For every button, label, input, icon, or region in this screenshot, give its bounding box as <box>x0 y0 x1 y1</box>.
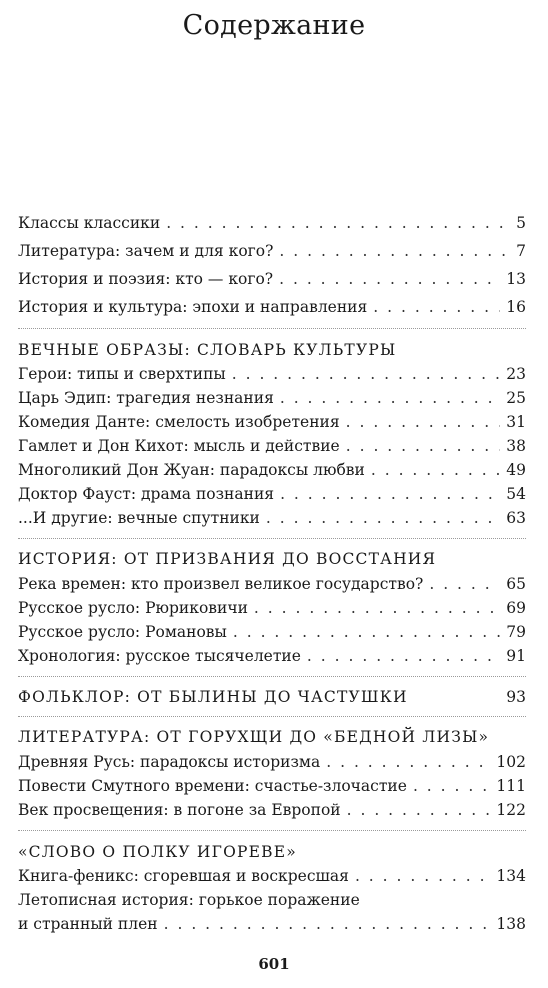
dot-leader <box>266 506 500 530</box>
toc-entry-page: 111 <box>496 777 526 795</box>
dot-leader <box>164 912 491 936</box>
section-heading-text: ИСТОРИЯ: ОТ ПРИЗВАНИЯ ДО ВОССТАНИЯ <box>18 550 437 568</box>
toc-entry-page: 102 <box>496 753 526 771</box>
section-heading-page: 93 <box>506 688 526 706</box>
toc-entry-page: 91 <box>506 647 526 665</box>
toc-entry-title: Литература: зачем и для кого? <box>18 242 274 260</box>
toc-entry-title: Классы классики <box>18 214 161 232</box>
toc-entry <box>18 239 526 263</box>
toc-entry-page: 54 <box>506 485 526 503</box>
toc-entry <box>18 572 526 596</box>
toc-entry-page: 5 <box>516 214 526 232</box>
dot-leader <box>429 572 500 596</box>
toc-entry-page: 134 <box>496 867 526 885</box>
toc-entry-page: 25 <box>506 389 526 407</box>
toc-entry-page: 63 <box>506 509 526 527</box>
page-title: Содержание <box>182 10 366 41</box>
toc-entry <box>18 644 526 668</box>
toc-entry <box>18 750 526 774</box>
dot-leader <box>279 267 500 291</box>
toc-entry-title-continued: и странный плен <box>18 915 158 933</box>
toc-entry <box>18 410 526 434</box>
toc-entry <box>18 267 526 291</box>
toc-entry <box>18 295 526 319</box>
toc-entry-title: История и культура: эпохи и направления <box>18 298 368 316</box>
section-divider <box>18 538 526 539</box>
dot-leader <box>413 774 490 798</box>
toc-entry-title: Век просвещения: в погоне за Европой <box>18 801 341 819</box>
toc-entry-page: 122 <box>496 801 526 819</box>
toc-entry <box>18 434 526 458</box>
toc-entry-title: Русское русло: Романовы <box>18 623 227 641</box>
dot-leader <box>279 239 510 263</box>
dot-leader <box>326 750 490 774</box>
toc-entry-title: Хронология: русское тысячелетие <box>18 647 301 665</box>
toc-entry <box>18 864 526 888</box>
toc-entry-page: 79 <box>506 623 526 641</box>
dot-leader <box>371 458 500 482</box>
toc-entry-page: 69 <box>506 599 526 617</box>
toc-entry-page: 49 <box>506 461 526 479</box>
toc-entry-page: 13 <box>506 270 526 288</box>
toc-entry <box>18 386 526 410</box>
section-heading-text: ЛИТЕРАТУРА: ОТ ГОРУХЩИ ДО «БЕДНОЙ ЛИЗЫ» <box>18 728 490 746</box>
dot-leader <box>280 386 500 410</box>
dot-leader <box>232 362 501 386</box>
toc-entry-title: Летописная история: горькое поражение <box>18 891 360 909</box>
dot-leader <box>254 596 500 620</box>
toc-entry-title: Царь Эдип: трагедия незнания <box>18 389 274 407</box>
section-divider <box>18 328 526 329</box>
toc-entry <box>18 362 526 386</box>
toc-entry-title: Повести Смутного времени: счастье-злочастие <box>18 777 407 795</box>
section-heading <box>18 685 526 709</box>
page-number: 601 <box>258 955 290 973</box>
dot-leader <box>373 295 500 319</box>
toc-entry-title: Герои: типы и сверхтипы <box>18 365 226 383</box>
dot-leader <box>346 410 501 434</box>
toc-entry-page: 23 <box>506 365 526 383</box>
section-heading <box>18 547 526 571</box>
toc-entry-title: История и поэзия: кто — кого? <box>18 270 274 288</box>
toc-entry-title: Доктор Фауст: драма познания <box>18 485 275 503</box>
toc-entry <box>18 506 526 530</box>
section-heading <box>18 725 526 749</box>
toc-entry-page: 138 <box>496 915 526 933</box>
toc-entry-page: 31 <box>506 413 526 431</box>
toc-entry-page: 7 <box>516 242 526 260</box>
dot-leader <box>280 482 500 506</box>
toc-entry-title: Русское русло: Рюриковичи <box>18 599 248 617</box>
toc-entry <box>18 596 526 620</box>
toc-entry <box>18 888 526 936</box>
section-heading-text: ВЕЧНЫЕ ОБРАЗЫ: СЛОВАРЬ КУЛЬТУРЫ <box>18 341 397 359</box>
dot-leader <box>233 620 500 644</box>
section-divider <box>18 716 526 717</box>
toc-entry <box>18 458 526 482</box>
toc-entry <box>18 211 526 235</box>
section-heading <box>18 840 526 864</box>
toc-entry <box>18 774 526 798</box>
toc-entry-title: Многоликий Дон Жуан: парадоксы любви <box>18 461 365 479</box>
toc-entry-page: 38 <box>506 437 526 455</box>
toc-entry <box>18 482 526 506</box>
dot-leader <box>347 798 491 822</box>
toc-entry-title: Древняя Русь: парадоксы историзма <box>18 753 321 771</box>
dot-leader <box>355 864 490 888</box>
toc-entry-title: Комедия Данте: смелость изобретения <box>18 413 340 431</box>
toc-entry-page: 65 <box>506 575 526 593</box>
toc-entry-title: ...И другие: вечные спутники <box>18 509 260 527</box>
section-heading-text: ФОЛЬКЛОР: ОТ БЫЛИНЫ ДО ЧАСТУШКИ <box>18 688 408 706</box>
dot-leader <box>166 211 510 235</box>
toc-entry <box>18 798 526 822</box>
spacer <box>408 685 507 709</box>
section-divider <box>18 676 526 677</box>
toc-entry <box>18 620 526 644</box>
dot-leader <box>346 434 501 458</box>
toc-entry-title: Гамлет и Дон Кихот: мысль и действие <box>18 437 340 455</box>
section-divider <box>18 830 526 831</box>
section-heading <box>18 338 526 362</box>
toc-entry-title: Река времен: кто произвел великое государство? <box>18 575 424 593</box>
toc-entry-title: Книга-феникс: сгоревшая и воскресшая <box>18 867 349 885</box>
toc-entry-line <box>18 912 526 936</box>
toc-entry-page: 16 <box>506 298 526 316</box>
section-heading-text: «СЛОВО О ПОЛКУ ИГОРЕВЕ» <box>18 843 297 861</box>
dot-leader <box>307 644 500 668</box>
